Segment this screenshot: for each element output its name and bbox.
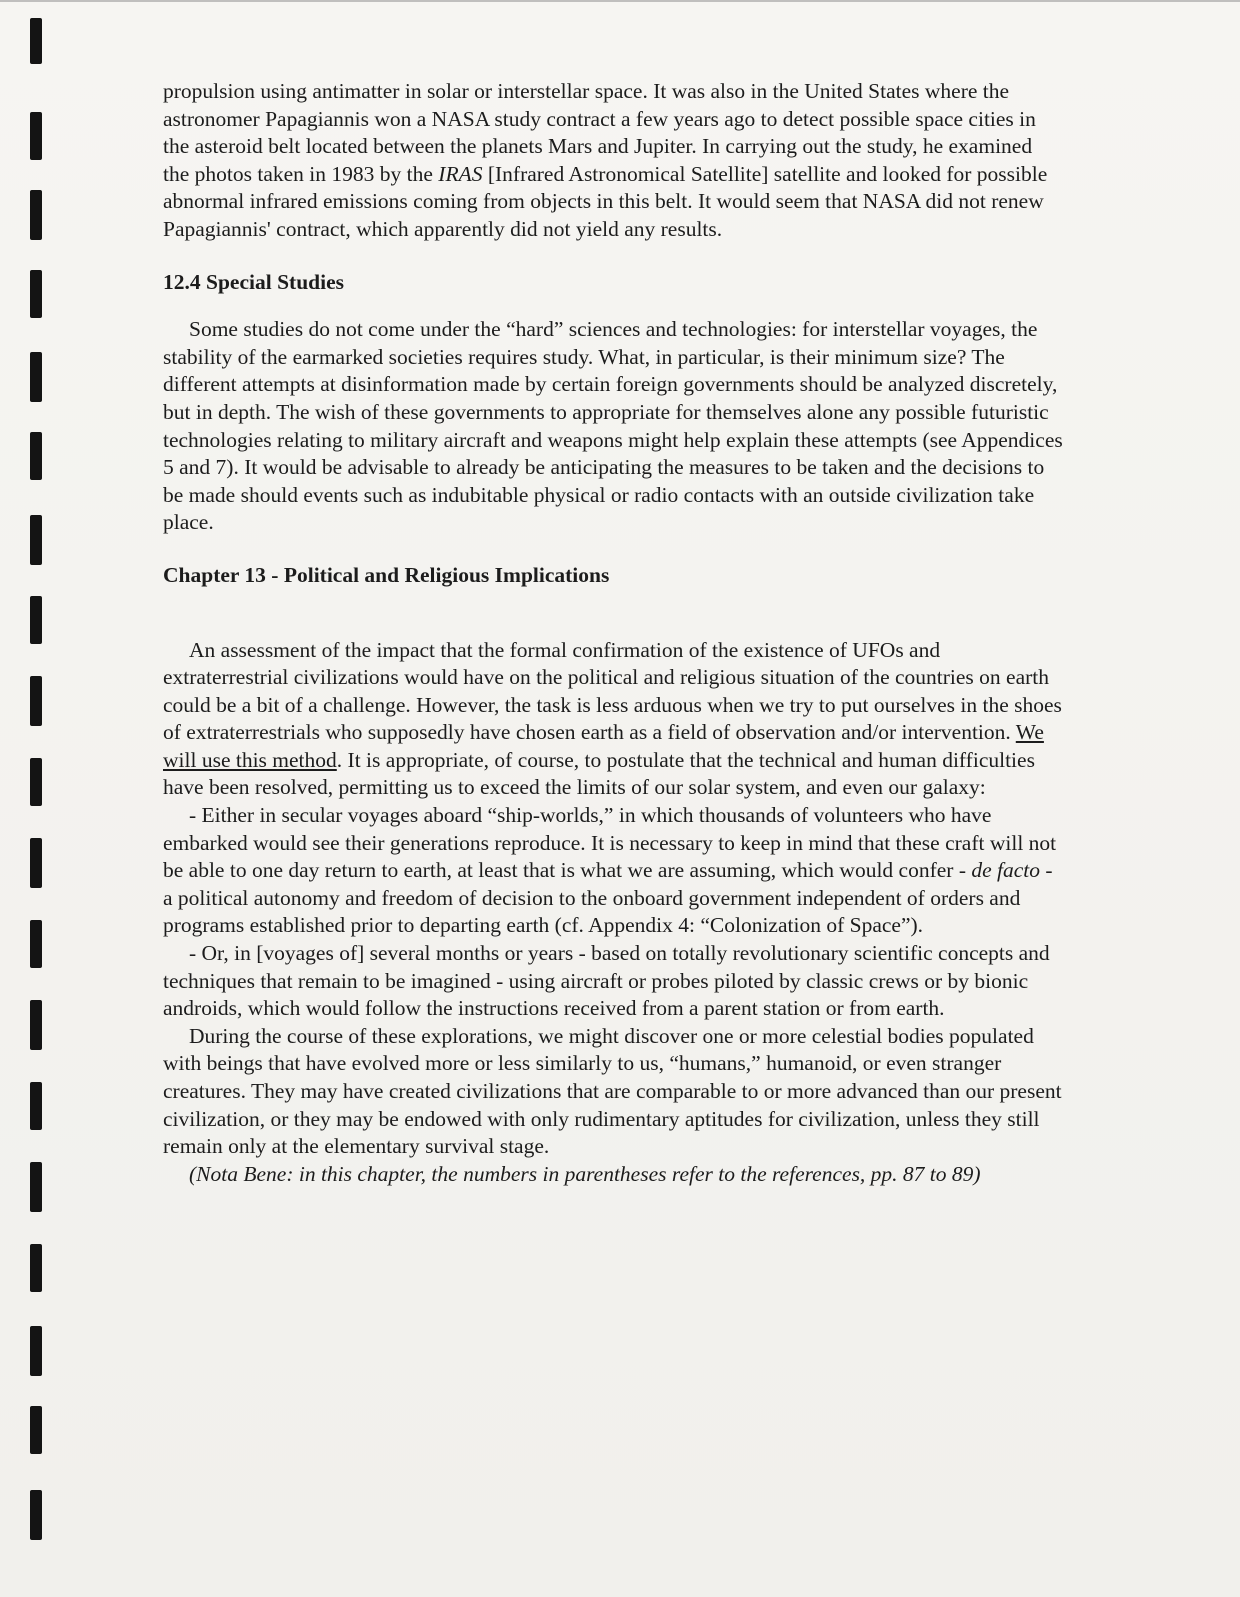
binding-hole xyxy=(30,352,42,402)
intro-text-2: [Infrared Astronomical Satellite] satellite and looked for possible abnormal infrared emissions coming from objects in this belt. It would seem that NASA did not renew Papagiannis' contract, which apparently did not yield any results. xyxy=(163,161,1048,241)
binding-hole xyxy=(30,920,42,968)
assessment-text-1: An assessment of the impact that the formal confirmation of the existence of UFOs and extraterrestrial civilizations would have on the political and religious situation of the countries on earth could be a bit of a challenge. However, the task is less arduous when we try to put ourselves in the shoes of extraterrestrials who supposedly have chosen earth as a field of observation and/or intervention. xyxy=(163,637,1062,745)
page-top-edge xyxy=(0,0,1240,2)
binding-hole xyxy=(30,1406,42,1454)
intro-paragraph xyxy=(163,78,1063,244)
secular-text-2: - a political autonomy and freedom of decision to the onboard government independent of orders and programs established prior to departing earth (cf. Appendix 4: “Colonization of Space”). xyxy=(163,858,1053,938)
voyages-of-paragraph: - Or, in [voyages of] several months or years - based on totally revolutionary scientific concepts and techniques that remain to be imagined - using aircraft or probes piloted by classic crews or by bionic androids, which would follow the instructions received from a parent station or from earth. xyxy=(163,941,1050,1021)
binding-hole xyxy=(30,838,42,888)
page-body xyxy=(163,78,1063,1188)
binding-hole xyxy=(30,18,42,64)
binding-hole xyxy=(30,270,42,318)
binding-hole xyxy=(30,112,42,160)
binding-hole xyxy=(30,432,42,480)
binding-hole xyxy=(30,1162,42,1212)
binding-hole xyxy=(30,1326,42,1376)
iras-term: IRAS xyxy=(438,161,483,186)
binding-hole xyxy=(30,1000,42,1050)
secular-text-1: - Either in secular voyages aboard “ship-worlds,” in which thousands of volunteers who have embarked would see their generations reproduce. It is necessary to keep in mind that these craft will not be able to one day return to earth, at least that is what we are assuming, which would confer - xyxy=(163,803,1057,883)
secular-voyages-paragraph xyxy=(163,802,1063,940)
nota-bene: (Nota Bene: in this chapter, the numbers in parentheses refer to the references, pp. 87 to 89) xyxy=(189,1161,981,1186)
explorations-paragraph: During the course of these explorations, we might discover one or more celestial bodies populated with beings that have evolved more or less similarly to us, “humans,” humanoid, or even stranger creatures. They may have created civilizations that are comparable to or more advanced than our present civilization, or they may be endowed with only rudimentary aptitudes for civilization, unless they still remain only at the elementary survival stage. xyxy=(163,1023,1062,1159)
binding-hole xyxy=(30,1082,42,1130)
assessment-text-2: . It is appropriate, of course, to postulate that the technical and human difficulties have been resolved, permitting us to exceed the limits of our solar system, and even our galaxy: xyxy=(163,747,1035,800)
intro-text-1: propulsion using antimatter in solar or interstellar space. It was also in the United States where the astronomer Papagiannis won a NASA study contract a few years ago to detect possible space cities in the asteroid belt located between the planets Mars and Jupiter. In carrying out the study, he examined the photos taken in 1983 by the xyxy=(163,79,1036,186)
method-phrase: We will use this method xyxy=(163,720,1044,772)
section-heading: 12.4 Special Studies xyxy=(163,269,344,294)
binding-hole xyxy=(30,758,42,806)
binding-hole xyxy=(30,676,42,726)
binding-hole xyxy=(30,1244,42,1292)
chapter-heading: Chapter 13 - Political and Religious Implications xyxy=(163,562,610,587)
binding-hole xyxy=(30,1490,42,1540)
de-facto-term: de facto xyxy=(971,858,1041,883)
binding-hole xyxy=(30,515,42,565)
special-studies-paragraph: Some studies do not come under the “hard” sciences and technologies: for interstellar voyages, the stability of the earmarked societies requires study. What, in particular, is their minimum size? The different attempts at disinformation made by certain foreign governments should be analyzed discretely, but in depth. The wish of these governments to appropriate for themselves alone any possible futuristic technologies relating to military aircraft and weapons might help explain these attempts (see Appendices 5 and 7). It would be advisable to already be anticipating the measures to be taken and the decisions to be made should events such as indubitable physical or radio contacts with an outside civilization take place. xyxy=(163,317,1063,535)
assessment-paragraph xyxy=(163,637,1063,803)
binding-holes xyxy=(0,0,80,1597)
binding-hole xyxy=(30,190,42,240)
binding-hole xyxy=(30,596,42,644)
